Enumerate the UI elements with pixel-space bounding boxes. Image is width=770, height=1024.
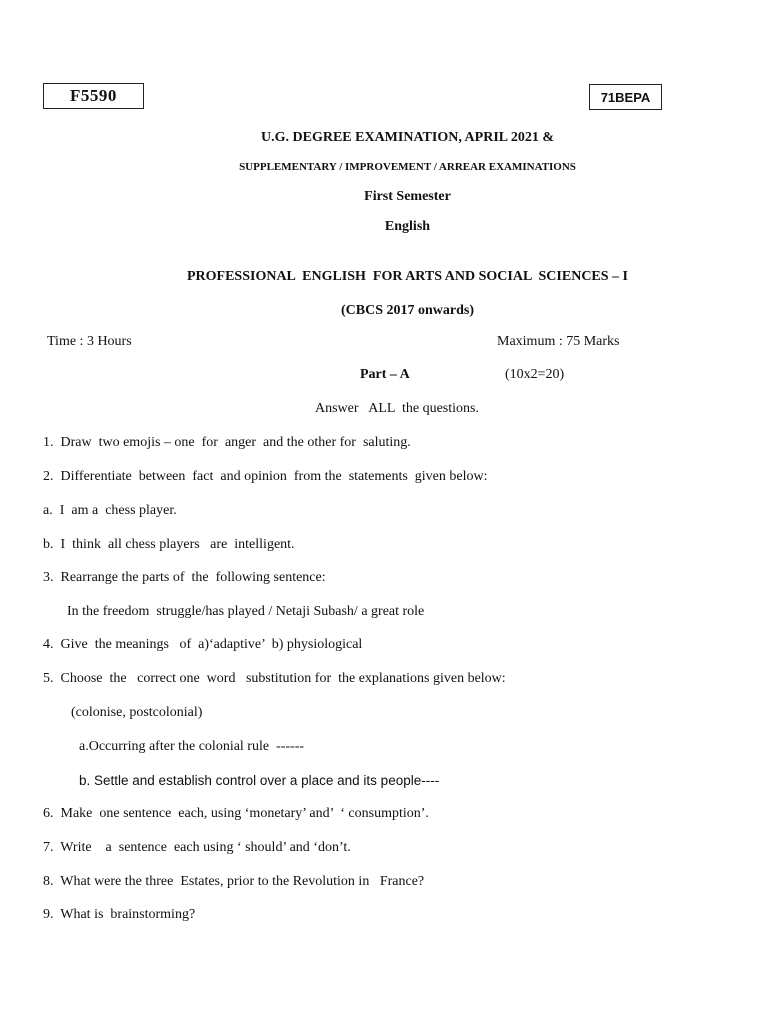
part-title: Part – A xyxy=(360,367,410,382)
exam-title: U.G. DEGREE EXAMINATION, APRIL 2021 & xyxy=(261,130,554,145)
question-subitem: a.Occurring after the colonial rule ------ xyxy=(79,739,305,754)
paper-code-badge: 71BEPA xyxy=(589,84,662,110)
question-item: 2. Differentiate between fact and opinion from the statements given below: xyxy=(43,469,488,484)
question-detail: (colonise, postcolonial) xyxy=(71,705,203,720)
question-item: 7. Write a sentence each using ‘ should’ and ‘don’t. xyxy=(43,840,351,855)
time-label: Time : 3 Hours xyxy=(47,334,132,349)
question-item: 3. Rearrange the parts of the following sentence: xyxy=(43,570,326,585)
question-item: 5. Choose the correct one word substitution for the explanations given below: xyxy=(43,671,506,686)
question-paper-code: F5590 xyxy=(43,83,144,109)
question-item: 1. Draw two emojis – one for anger and the other for saluting. xyxy=(43,435,411,450)
question-subitem: b. Settle and establish control over a place and its people---- xyxy=(79,773,440,788)
question-subitem: b. I think all chess players are intelligent. xyxy=(43,537,295,552)
scheme-label: (CBCS 2017 onwards) xyxy=(340,303,474,318)
part-instruction: Answer ALL the questions. xyxy=(315,401,479,416)
subject-label: English xyxy=(384,219,431,234)
question-item: 4. Give the meanings of a)‘adaptive’ b) physiological xyxy=(43,637,363,652)
question-item: 8. What were the three Estates, prior to the Revolution in France? xyxy=(43,874,425,889)
paper-title: PROFESSIONAL ENGLISH FOR ARTS AND SOCIAL SCIENCES – I xyxy=(186,269,628,284)
semester-label: First Semester xyxy=(364,189,451,204)
question-item: 9. What is brainstorming? xyxy=(43,907,196,922)
max-marks-label: Maximum : 75 Marks xyxy=(497,334,620,349)
question-detail: In the freedom struggle/has played / Netaji Subash/ a great role xyxy=(67,604,425,619)
exam-subtitle: SUPPLEMENTARY / IMPROVEMENT / ARREAR EXAMINATIONS xyxy=(239,161,576,173)
question-item: 6. Make one sentence each, using ‘monetary’ and’ ‘ consumption’. xyxy=(43,806,429,821)
question-subitem: a. I am a chess player. xyxy=(43,503,177,518)
part-marks: (10x2=20) xyxy=(505,367,565,382)
